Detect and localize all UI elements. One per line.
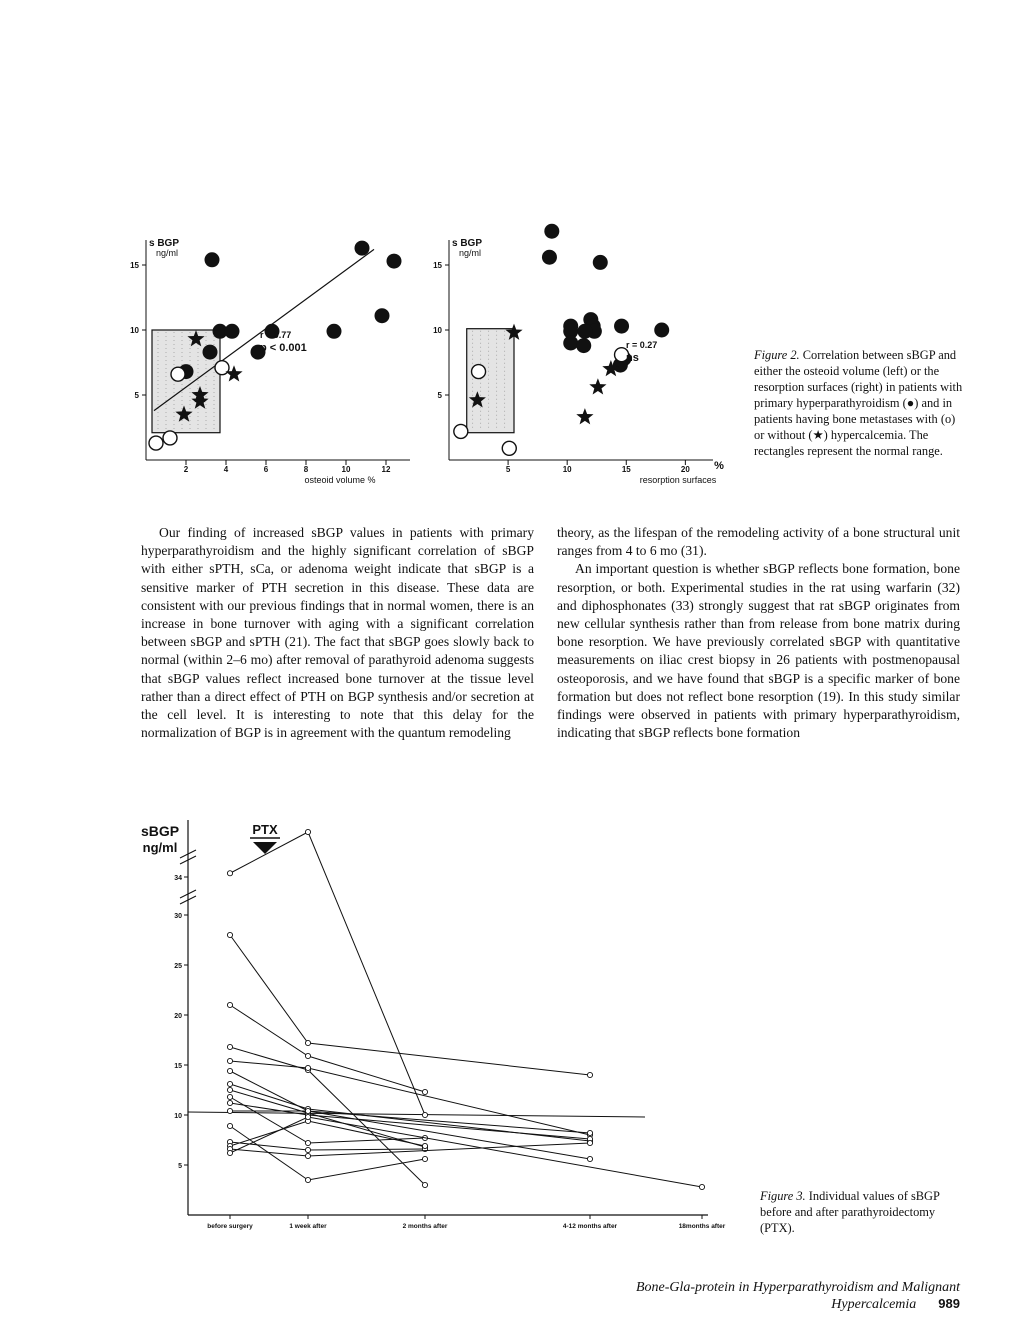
y-axis-unit: ng/ml — [459, 248, 482, 258]
right-paragraph-2: An important question is whether sBGP reflects bone formation, bone resorption, or both. Experimental studies in the rat using warfarin (32) and diphosphonates (33) strongly suggest that rat sBGP originates from new cellular synthesis rather than from release from bone matrix during bone resorption. We have previously correlated sBGP with quantitative measurements on iliac crest biopsy in 26 patients with postmenopausal osteoporosis, and we have found that sBGP is a specific marker of bone formation but does not reflect bone resorption (19). In this study similar findings were observed in patients with primary hyperparathyroidism, indicating that sBGP reflects bone formation — [557, 561, 960, 741]
y-axis-unit: ng/ml — [156, 248, 179, 258]
patient-point — [227, 1044, 232, 1049]
x-tick-label: 8 — [303, 465, 309, 474]
patient-line — [230, 1117, 702, 1187]
p-value: ns — [626, 352, 639, 364]
hypercalcemia-metastases-point — [502, 441, 516, 455]
hyperparathyroid-point — [355, 241, 370, 256]
y-tick-label: 10 — [130, 326, 139, 335]
x-tick-label: 20 — [680, 465, 690, 474]
patient-point — [587, 1130, 592, 1135]
patient-point — [305, 1040, 310, 1045]
patient-point — [422, 1182, 427, 1187]
hyperparathyroid-point — [225, 324, 240, 339]
hyperparathyroid-point — [593, 255, 608, 270]
running-title: Bone-Gla-protein in Hyperparathyroidism and Malignant Hypercalcemia — [635, 1280, 960, 1312]
y-tick-label: 5 — [134, 391, 139, 400]
x-axis-label: osteoid volume % — [304, 475, 376, 485]
patient-point — [587, 1140, 592, 1145]
patient-point — [699, 1184, 704, 1189]
figure3-caption — [760, 1188, 965, 1236]
figure2-right-scatter — [420, 100, 740, 500]
patient-point — [305, 1065, 310, 1070]
figure2-left-scatter — [110, 100, 410, 500]
ptx-arrow — [253, 842, 277, 854]
figure2-label: Figure 2. — [754, 348, 800, 362]
x-tick-label: 2 — [183, 465, 189, 474]
y-axis-unit: ng/ml — [142, 840, 178, 855]
x-category-label: 4-12 months after — [562, 1223, 618, 1230]
y-tick-label: 15 — [433, 261, 442, 270]
hyperparathyroid-point — [205, 252, 220, 267]
y-axis-label: s BGP — [149, 238, 180, 249]
patient-point — [305, 1053, 310, 1058]
patient-point — [587, 1072, 592, 1077]
hyperparathyroid-point — [203, 345, 218, 360]
patient-point — [227, 932, 232, 937]
x-tick-label: 10 — [562, 465, 572, 474]
y-tick-label: 10 — [174, 1113, 182, 1120]
patient-point — [305, 829, 310, 834]
x-category-label: 1 week after — [289, 1223, 327, 1230]
y-tick-label: 30 — [174, 913, 182, 920]
hyperparathyroid-point — [387, 254, 402, 269]
hyperparathyroid-point — [375, 308, 390, 323]
left-paragraph: Our finding of increased sBGP values in patients with primary hyperparathyroidism and the highly significant correlation of sBGP with either sPTH, sCa, or adenoma weight indicate that sBGP is a sensitive marker of PTH secretion in this disease. These data are consistent with our previous findings that in normal women, there is an increase in bone turnover with aging with a significant correlation between sBGP and sPTH (21). The fact that sBGP goes slowly back to normal (within 2–6 mo) after removal of parathyroid adenoma suggests that sBGP values reflect increased bone turnover at the tissue level rather than a direct effect of PTH on BGP synthesis and/or secretion at the cell level. It is interesting to note that this delay for the normalization of BGP is in agreement with the quantum remodeling — [141, 525, 534, 741]
page-footer — [520, 1280, 960, 1313]
normocalcemia-metastases-point — [589, 378, 606, 394]
ptx-annotation: PTX — [252, 822, 278, 837]
hypercalcemia-metastases-point — [472, 365, 486, 379]
hyperparathyroid-point — [654, 323, 669, 338]
patient-point — [227, 1094, 232, 1099]
patient-point — [422, 1143, 427, 1148]
correlation-coefficient: r = 0.27 — [626, 340, 658, 350]
hypercalcemia-metastases-point — [163, 431, 177, 445]
patient-point — [305, 1177, 310, 1182]
figure3-line-chart — [130, 808, 770, 1238]
figure3-label: Figure 3. — [760, 1189, 806, 1203]
patient-point — [227, 1150, 232, 1155]
figure3-caption-text: Individual values of sBGP before and after parathyroidectomy (PTX). — [760, 1189, 940, 1235]
patient-point — [227, 1108, 232, 1113]
hypercalcemia-metastases-point — [215, 361, 229, 375]
x-tick-label: 4 — [223, 465, 229, 474]
hypercalcemia-metastases-point — [171, 367, 185, 381]
y-axis-label: s BGP — [452, 238, 483, 249]
patient-point — [587, 1156, 592, 1161]
p-value: p < 0.001 — [260, 342, 307, 354]
y-tick-label: 10 — [433, 326, 442, 335]
patient-point — [422, 1156, 427, 1161]
page-number: 989 — [938, 1296, 960, 1311]
body-right-column — [557, 524, 960, 742]
right-paragraph-1: theory, as the lifespan of the remodeling activity of a bone structural unit ranges from 4 to 6 mo (31). — [557, 525, 960, 559]
patient-point — [227, 1087, 232, 1092]
hyperparathyroid-point — [576, 338, 591, 353]
y-tick-label: 15 — [174, 1063, 182, 1070]
patient-line — [230, 1126, 425, 1180]
hyperparathyroid-point — [542, 250, 557, 265]
patient-point — [227, 871, 232, 876]
y-tick-label: 5 — [437, 391, 442, 400]
patient-point — [227, 1081, 232, 1086]
normocalcemia-metastases-point — [576, 408, 593, 424]
hyperparathyroid-point — [544, 224, 559, 239]
y-tick-label: 15 — [130, 261, 139, 270]
x-axis-unit: % — [714, 460, 724, 472]
patient-point — [422, 1089, 427, 1094]
figure2-caption — [754, 347, 964, 459]
hypercalcemia-metastases-point — [149, 436, 163, 450]
hypercalcemia-metastases-point — [454, 424, 468, 438]
patient-point — [227, 1058, 232, 1063]
normal-range-rect — [467, 329, 514, 433]
y-tick-label: 25 — [174, 963, 182, 970]
hyperparathyroid-point — [327, 324, 342, 339]
x-tick-label: 12 — [381, 465, 391, 474]
y-tick-label: 20 — [174, 1013, 182, 1020]
body-left-column — [141, 524, 534, 742]
hyperparathyroid-point — [614, 319, 629, 334]
x-tick-label: 5 — [505, 465, 511, 474]
patient-point — [305, 1147, 310, 1152]
x-category-label: 18months after — [678, 1223, 726, 1230]
patient-point — [305, 1114, 310, 1119]
patient-point — [422, 1112, 427, 1117]
x-category-label: 2 months after — [402, 1223, 448, 1230]
correlation-coefficient: r = 0.77 — [260, 330, 292, 340]
y-tick-label: 34 — [174, 875, 182, 882]
x-tick-label: 15 — [621, 465, 631, 474]
y-axis-label: sBGP — [140, 823, 180, 839]
patient-point — [227, 1068, 232, 1073]
x-category-label: before surgery — [207, 1223, 253, 1230]
figure2-caption-text: Correlation between sBGP and either the osteoid volume (left) or the resorption surfaces (right) in patients with primary hyperparathyroidism (●) and in patients having bone metastases with (o) or without (★) hypercalcemia. The rectangles represent the normal range. — [754, 348, 963, 458]
patient-point — [305, 1108, 310, 1113]
patient-point — [227, 1123, 232, 1128]
x-tick-label: 10 — [341, 465, 351, 474]
x-axis-label: resorption surfaces — [639, 475, 717, 485]
patient-point — [305, 1140, 310, 1145]
patient-line — [230, 935, 590, 1075]
y-tick-label: 5 — [178, 1163, 182, 1170]
patient-point — [305, 1153, 310, 1158]
patient-point — [227, 1002, 232, 1007]
hyperparathyroid-point — [563, 336, 578, 351]
hyperparathyroid-point — [577, 324, 592, 339]
patient-point — [227, 1100, 232, 1105]
patient-line — [230, 1005, 425, 1092]
x-tick-label: 6 — [263, 465, 269, 474]
